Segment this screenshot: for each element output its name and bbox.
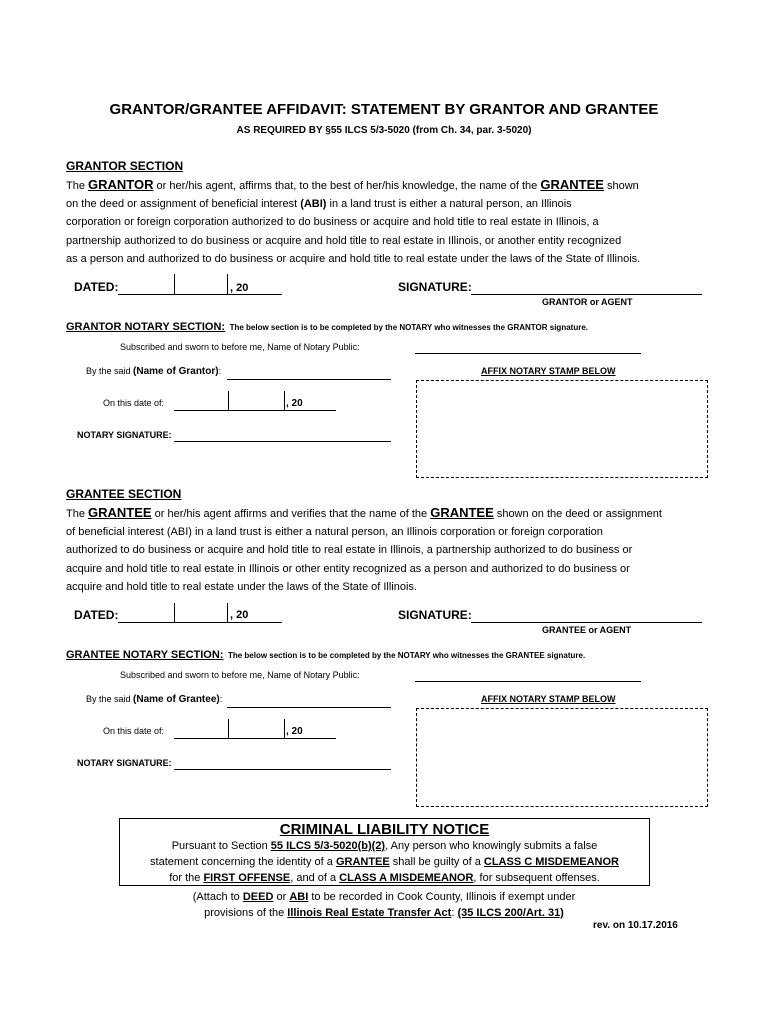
grantor-paragraph-line-2: on the deed or assignment of beneficial interest (ABI) in a land trust is either a natural person, an Illinois (66, 198, 572, 210)
grantor-dated-year: , 20 (230, 282, 249, 294)
grantor-paragraph-line-5: as a person and authorized to do business or acquire and hold title to real estate under the laws of the State of Illinois. (66, 253, 641, 265)
grantor-dated-divider (227, 274, 228, 295)
grantor-paragraph-line-1: The GRANTOR or her/his agent, affirms that, to the best of her/his knowledge, the name of the GRANTEE shown (66, 177, 639, 192)
notice-line-1: Pursuant to Section 55 ILCS 5/3-5020(b)(2), Any person who knowingly submits a false (171, 840, 598, 852)
grantor-section-title: GRANTOR SECTION (66, 159, 184, 173)
grantor-by-said-label: By the said (Name of Grantor): (86, 366, 222, 377)
grantor-paragraph-line-4: partnership authorized to do business or acquire and hold title to real estate in Illinois, or another entity recognized (66, 235, 622, 247)
grantee-notary-date-divider (228, 719, 229, 739)
page-subtitle: AS REQUIRED BY §55 ILCS 5/3-5020 (from Ch. 34, par. 3-5020) (236, 125, 532, 136)
grantee-notary-header: GRANTEE NOTARY SECTION: The below section is to be completed by the NOTARY who witnesses the GRANTEE signature. (66, 649, 586, 661)
grantor-dated-label: DATED: (74, 280, 119, 294)
grantor-notary-signature-label: NOTARY SIGNATURE: (77, 430, 172, 440)
footer-line-1: (Attach to DEED or ABI to be recorded in Cook County, Illinois if exempt under (192, 891, 576, 903)
grantee-dated-year: , 20 (230, 609, 249, 621)
grantor-subscribed-text: Subscribed and sworn to before me, Name of Notary Public: (120, 342, 360, 352)
notice-title: CRIMINAL LIABILITY NOTICE (279, 821, 490, 838)
grantor-signature-label: SIGNATURE: (398, 280, 472, 294)
grantee-section-title: GRANTEE SECTION (66, 487, 182, 501)
page-title: GRANTOR/GRANTEE AFFIDAVIT: STATEMENT BY GRANTOR AND GRANTEE (109, 101, 659, 118)
revision-date: rev. on 10.17.2016 (593, 920, 678, 931)
grantor-notary-date-divider (228, 391, 229, 411)
grantee-signature-caption: GRANTEE or AGENT (542, 625, 632, 635)
criminal-liability-notice-box (119, 818, 650, 886)
grantee-dated-label: DATED: (74, 608, 119, 622)
grantee-date-label: On this date of: (103, 726, 165, 736)
grantee-notary-signature-field[interactable] (174, 769, 391, 770)
grantor-paragraph-line-3: corporation or foreign corporation authorized to do business or acquire and hold title to real estate in Illinois, a (66, 216, 599, 228)
grantee-paragraph-line-5: acquire and hold title to real estate under the laws of the State of Illinois. (66, 581, 417, 593)
grantee-notary-stamp-box (416, 708, 708, 807)
grantor-notary-name-field[interactable] (415, 353, 641, 354)
notice-line-3: for the FIRST OFFENSE, and of a CLASS A MISDEMEANOR, for subsequent offenses. (169, 872, 600, 884)
grantee-dated-field[interactable] (118, 622, 282, 623)
grantor-notary-header: GRANTOR NOTARY SECTION: The below section is to be completed by the NOTARY who witnesses the GRANTOR signature. (66, 321, 588, 333)
grantee-by-said-label: By the said (Name of Grantee): (86, 694, 223, 705)
grantor-stamp-label: AFFIX NOTARY STAMP BELOW (481, 366, 616, 376)
notice-line-2: statement concerning the identity of a GRANTEE shall be guilty of a CLASS C MISDEMEANOR (150, 856, 619, 868)
grantor-name-field[interactable] (227, 379, 391, 380)
grantee-subscribed-text: Subscribed and sworn to before me, Name of Notary Public: (120, 670, 360, 680)
grantee-paragraph-line-2: of beneficial interest (ABI) in a land trust is either a natural person, an Illinois corporation or foreign corporation (66, 526, 603, 538)
grantee-notary-signature-label: NOTARY SIGNATURE: (77, 758, 172, 768)
grantee-signature-field[interactable] (471, 622, 702, 623)
grantee-dated-divider (174, 603, 175, 623)
grantee-paragraph-line-4: acquire and hold title to real estate in Illinois or other entity recognized as a person and authorized to do business or (66, 563, 630, 575)
grantee-signature-label: SIGNATURE: (398, 608, 472, 622)
grantor-notary-date-divider (284, 391, 285, 411)
grantee-dated-divider (227, 603, 228, 623)
grantor-date-label: On this date of: (103, 398, 165, 408)
grantee-paragraph-line-1: The GRANTEE or her/his agent affirms and verifies that the name of the GRANTEE shown on the deed or assignment (66, 505, 662, 520)
grantor-dated-divider (174, 274, 175, 295)
grantor-signature-caption: GRANTOR or AGENT (542, 297, 633, 307)
grantee-stamp-label: AFFIX NOTARY STAMP BELOW (481, 694, 616, 704)
grantee-paragraph-line-3: authorized to do business or acquire and hold title to real estate in Illinois, a partnership authorized to do business or (66, 544, 633, 556)
grantor-notary-stamp-box (416, 380, 708, 478)
grantor-signature-field[interactable] (471, 294, 702, 295)
grantee-notary-year: , 20 (286, 726, 303, 737)
footer-line-2: provisions of the Illinois Real Estate Transfer Act: (35 ILCS 200/Art. 31) (204, 907, 564, 919)
grantee-notary-name-field[interactable] (415, 681, 641, 682)
grantor-notary-year: , 20 (286, 398, 303, 409)
grantor-notary-date-field[interactable] (174, 410, 336, 411)
grantee-notary-date-divider (284, 719, 285, 739)
grantee-name-field[interactable] (227, 707, 391, 708)
grantee-notary-date-field[interactable] (174, 738, 336, 739)
grantor-dated-field[interactable] (118, 294, 282, 295)
grantor-notary-signature-field[interactable] (174, 441, 391, 442)
